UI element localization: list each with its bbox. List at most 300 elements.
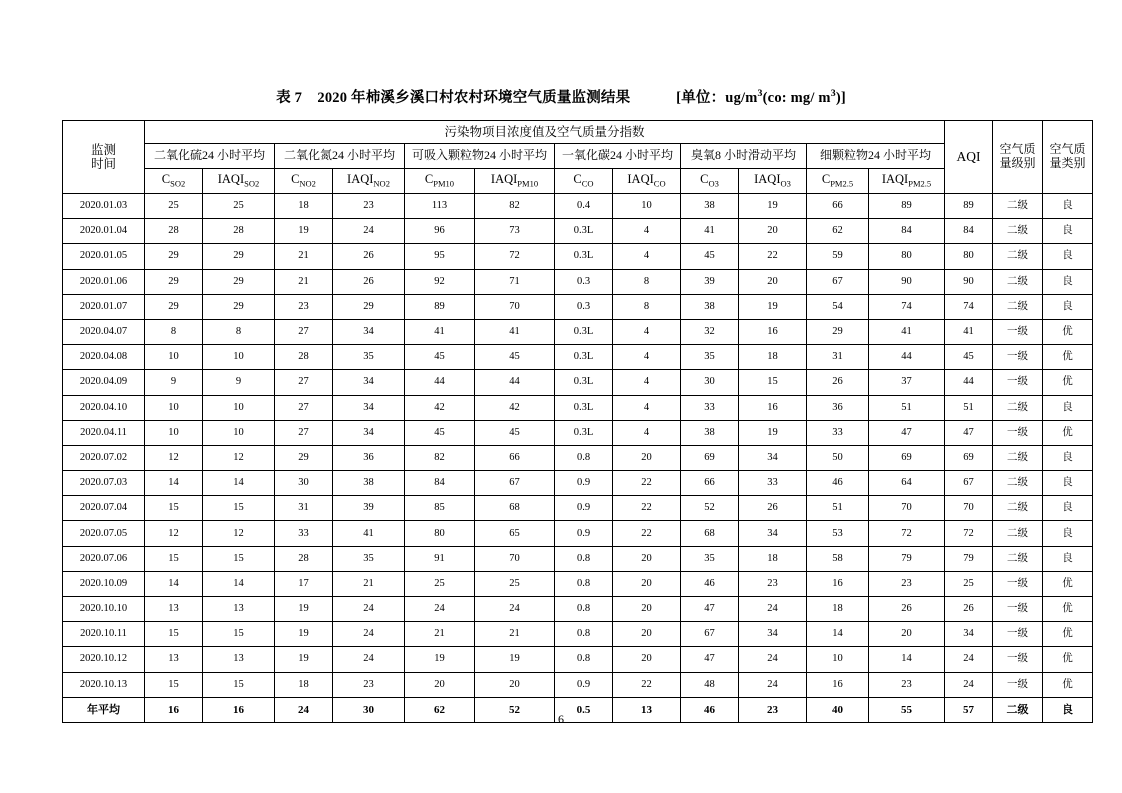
cell-value-1: 12: [145, 445, 203, 470]
cell-value-8: 8: [613, 294, 681, 319]
cell-date: 2020.10.13: [63, 672, 145, 697]
cell-aqi: 89: [945, 194, 993, 219]
cell-value-4: 35: [333, 546, 405, 571]
cell-grade: 一级: [993, 597, 1043, 622]
cell-value-1: 13: [145, 597, 203, 622]
cell-value-6: 45: [475, 420, 555, 445]
cell-value-12: 89: [869, 194, 945, 219]
header-pollutant-group: 污染物项目浓度值及空气质量分指数: [145, 121, 945, 144]
cell-aqi: 44: [945, 370, 993, 395]
cell-category: 优: [1043, 571, 1093, 596]
cell-value-3: 19: [275, 597, 333, 622]
cell-value-1: 9: [145, 370, 203, 395]
cell-value-8: 4: [613, 370, 681, 395]
cell-value-1: 15: [145, 496, 203, 521]
unit-suffix: )]: [835, 90, 846, 106]
cell-value-4: 41: [333, 521, 405, 546]
cell-value-8: 20: [613, 597, 681, 622]
cell-value-11: 46: [807, 471, 869, 496]
cell-grade: 一级: [993, 319, 1043, 344]
cell-value-5: 24: [405, 597, 475, 622]
table-row: [63, 420, 1093, 445]
cell-date: 2020.10.09: [63, 571, 145, 596]
cell-value-10: 24: [739, 672, 807, 697]
cell-grade: 二级: [993, 471, 1043, 496]
cell-aqi: 24: [945, 672, 993, 697]
cell-value-6: 68: [475, 496, 555, 521]
cell-grade: 一级: [993, 420, 1043, 445]
air-quality-table: [62, 120, 1093, 723]
cell-value-6: 65: [475, 521, 555, 546]
header-pollutant-4: 一氧化碳24 小时平均: [555, 144, 681, 169]
cell-value-3: 27: [275, 319, 333, 344]
cell-aqi: 69: [945, 445, 993, 470]
cell-value-5: 44: [405, 370, 475, 395]
cell-value-4: 39: [333, 496, 405, 521]
cell-value-2: 12: [203, 521, 275, 546]
cell-aqi: 79: [945, 546, 993, 571]
header-concentration-1: $C_{SO2}$: [145, 169, 203, 194]
header-concentration-5: $C_{O3}$: [681, 169, 739, 194]
cell-aqi: 80: [945, 244, 993, 269]
cell-aqi: 67: [945, 471, 993, 496]
cell-value-9: 39: [681, 269, 739, 294]
cell-date: 2020.07.03: [63, 471, 145, 496]
cell-value-5: 92: [405, 269, 475, 294]
cell-value-6: 82: [475, 194, 555, 219]
cell-value-8: 22: [613, 471, 681, 496]
cell-value-3: 33: [275, 521, 333, 546]
cell-category: 良: [1043, 471, 1093, 496]
cell-value-9: 38: [681, 420, 739, 445]
cell-value-11: 33: [807, 420, 869, 445]
header-concentration-2: $C_{NO2}$: [275, 169, 333, 194]
cell-value-3: 28: [275, 345, 333, 370]
cell-value-11: 18: [807, 597, 869, 622]
cell-grade: 二级: [993, 269, 1043, 294]
cell-value-4: 34: [333, 395, 405, 420]
cell-value-12: 80: [869, 244, 945, 269]
cell-date: 2020.01.06: [63, 269, 145, 294]
cell-value-4: 26: [333, 244, 405, 269]
cell-value-7: 0.3L: [555, 395, 613, 420]
cell-value-3: 30: [275, 471, 333, 496]
cell-value-10: 23: [739, 571, 807, 596]
cell-value-3: 28: [275, 546, 333, 571]
cell-value-5: 20: [405, 672, 475, 697]
cell-value-1: 28: [145, 219, 203, 244]
cell-value-9: 46: [681, 571, 739, 596]
cell-value-11: 51: [807, 496, 869, 521]
cell-grade: 二级: [993, 219, 1043, 244]
cell-aqi: 74: [945, 294, 993, 319]
cell-value-3: 18: [275, 194, 333, 219]
cell-value-2: 12: [203, 445, 275, 470]
cell-value-2: 16: [203, 697, 275, 722]
cell-value-4: 26: [333, 269, 405, 294]
cell-value-9: 48: [681, 672, 739, 697]
cell-value-5: 96: [405, 219, 475, 244]
cell-value-4: 24: [333, 647, 405, 672]
cell-value-10: 23: [739, 697, 807, 722]
cell-value-12: 41: [869, 319, 945, 344]
cell-grade: 二级: [993, 496, 1043, 521]
cell-value-2: 15: [203, 546, 275, 571]
cell-value-12: 79: [869, 546, 945, 571]
cell-value-3: 23: [275, 294, 333, 319]
cell-value-2: 28: [203, 219, 275, 244]
cell-value-11: 14: [807, 622, 869, 647]
cell-value-9: 38: [681, 194, 739, 219]
cell-value-2: 14: [203, 471, 275, 496]
cell-value-10: 16: [739, 319, 807, 344]
cell-category: 优: [1043, 370, 1093, 395]
cell-value-4: 23: [333, 672, 405, 697]
cell-aqi: 34: [945, 622, 993, 647]
table-row: [63, 294, 1093, 319]
cell-value-12: 69: [869, 445, 945, 470]
header-concentration-3: $C_{PM10}$: [405, 169, 475, 194]
cell-value-8: 4: [613, 244, 681, 269]
cell-grade: 二级: [993, 395, 1043, 420]
cell-value-9: 35: [681, 345, 739, 370]
cell-grade: 一级: [993, 672, 1043, 697]
cell-value-6: 66: [475, 445, 555, 470]
cell-value-4: 24: [333, 597, 405, 622]
cell-value-6: 73: [475, 219, 555, 244]
cell-category: 良: [1043, 521, 1093, 546]
cell-value-6: 19: [475, 647, 555, 672]
table-title: [0, 86, 1122, 107]
cell-category: 良: [1043, 294, 1093, 319]
cell-value-11: 36: [807, 395, 869, 420]
cell-value-5: 80: [405, 521, 475, 546]
cell-value-9: 47: [681, 647, 739, 672]
cell-value-6: 21: [475, 622, 555, 647]
cell-value-6: 45: [475, 345, 555, 370]
cell-value-12: 70: [869, 496, 945, 521]
cell-value-9: 45: [681, 244, 739, 269]
cell-grade: 二级: [993, 194, 1043, 219]
cell-value-11: 58: [807, 546, 869, 571]
header-concentration-4: $C_{CO}$: [555, 169, 613, 194]
cell-value-5: 21: [405, 622, 475, 647]
cell-value-10: 34: [739, 521, 807, 546]
cell-value-10: 34: [739, 445, 807, 470]
cell-value-11: 67: [807, 269, 869, 294]
cell-value-3: 27: [275, 395, 333, 420]
table-row: [63, 597, 1093, 622]
cell-value-6: 52: [475, 697, 555, 722]
cell-grade: 一级: [993, 370, 1043, 395]
cell-value-7: 0.9: [555, 496, 613, 521]
cell-value-7: 0.3L: [555, 370, 613, 395]
cell-category: 优: [1043, 345, 1093, 370]
table-row: [63, 672, 1093, 697]
cell-value-7: 0.8: [555, 597, 613, 622]
cell-value-5: 45: [405, 420, 475, 445]
cell-category: 良: [1043, 244, 1093, 269]
cell-value-12: 37: [869, 370, 945, 395]
cell-value-6: 70: [475, 546, 555, 571]
cell-value-5: 42: [405, 395, 475, 420]
cell-value-1: 15: [145, 622, 203, 647]
unit-superscript: 3: [757, 88, 763, 100]
cell-value-4: 35: [333, 345, 405, 370]
cell-value-3: 29: [275, 445, 333, 470]
cell-value-1: 29: [145, 294, 203, 319]
cell-value-6: 71: [475, 269, 555, 294]
cell-aqi: 57: [945, 697, 993, 722]
cell-value-1: 10: [145, 420, 203, 445]
header-iaqi-2: $IAQI_{NO2}$: [333, 169, 405, 194]
cell-value-10: 16: [739, 395, 807, 420]
cell-date: 2020.07.05: [63, 521, 145, 546]
cell-date: 2020.04.07: [63, 319, 145, 344]
cell-value-9: 32: [681, 319, 739, 344]
cell-value-9: 38: [681, 294, 739, 319]
cell-category: 优: [1043, 319, 1093, 344]
cell-value-1: 14: [145, 571, 203, 596]
cell-aqi: 47: [945, 420, 993, 445]
cell-value-12: 23: [869, 672, 945, 697]
cell-value-1: 25: [145, 194, 203, 219]
cell-date: 2020.01.03: [63, 194, 145, 219]
header-pollutant-5: 臭氧8 小时滑动平均: [681, 144, 807, 169]
cell-value-6: 25: [475, 571, 555, 596]
cell-value-3: 27: [275, 370, 333, 395]
cell-value-2: 14: [203, 571, 275, 596]
cell-category: 优: [1043, 622, 1093, 647]
cell-value-10: 15: [739, 370, 807, 395]
cell-date: 2020.07.04: [63, 496, 145, 521]
cell-value-9: 66: [681, 471, 739, 496]
cell-aqi: 72: [945, 521, 993, 546]
cell-value-7: 0.3L: [555, 420, 613, 445]
cell-value-11: 50: [807, 445, 869, 470]
cell-value-12: 90: [869, 269, 945, 294]
cell-aqi: 84: [945, 219, 993, 244]
cell-value-8: 4: [613, 319, 681, 344]
cell-value-11: 54: [807, 294, 869, 319]
cell-aqi: 70: [945, 496, 993, 521]
cell-date: 年平均: [63, 697, 145, 722]
cell-value-2: 29: [203, 294, 275, 319]
cell-category: 优: [1043, 672, 1093, 697]
cell-value-2: 25: [203, 194, 275, 219]
cell-value-4: 34: [333, 319, 405, 344]
cell-value-4: 23: [333, 194, 405, 219]
cell-value-7: 0.9: [555, 672, 613, 697]
cell-value-2: 29: [203, 269, 275, 294]
cell-value-7: 0.8: [555, 445, 613, 470]
cell-category: 良: [1043, 546, 1093, 571]
cell-value-12: 23: [869, 571, 945, 596]
cell-value-5: 113: [405, 194, 475, 219]
cell-date: 2020.04.11: [63, 420, 145, 445]
cell-value-7: 0.3L: [555, 319, 613, 344]
cell-aqi: 90: [945, 269, 993, 294]
cell-value-6: 24: [475, 597, 555, 622]
cell-value-10: 24: [739, 597, 807, 622]
cell-value-10: 26: [739, 496, 807, 521]
cell-value-7: 0.8: [555, 622, 613, 647]
cell-value-1: 13: [145, 647, 203, 672]
table-row: [63, 571, 1093, 596]
cell-value-10: 19: [739, 194, 807, 219]
table-row: [63, 319, 1093, 344]
cell-value-7: 0.3: [555, 269, 613, 294]
header-iaqi-4: $IAQI_{CO}$: [613, 169, 681, 194]
header-category-line1: 空气质: [1049, 142, 1086, 157]
table-row: [63, 219, 1093, 244]
cell-value-10: 24: [739, 647, 807, 672]
cell-date: 2020.10.11: [63, 622, 145, 647]
cell-value-10: 18: [739, 546, 807, 571]
cell-value-10: 20: [739, 269, 807, 294]
cell-value-8: 22: [613, 672, 681, 697]
table-row: [63, 546, 1093, 571]
header-iaqi-5: $IAQI_{O3}$: [739, 169, 807, 194]
cell-value-7: 0.3L: [555, 345, 613, 370]
cell-value-3: 31: [275, 496, 333, 521]
cell-category: 良: [1043, 697, 1093, 722]
cell-value-9: 47: [681, 597, 739, 622]
cell-date: 2020.01.07: [63, 294, 145, 319]
cell-value-5: 62: [405, 697, 475, 722]
cell-value-1: 29: [145, 269, 203, 294]
cell-value-12: 14: [869, 647, 945, 672]
cell-value-7: 0.3L: [555, 244, 613, 269]
cell-value-8: 4: [613, 395, 681, 420]
header-grade-line2: 量级别: [999, 156, 1036, 170]
cell-value-12: 64: [869, 471, 945, 496]
cell-value-2: 15: [203, 496, 275, 521]
unit-prefix: [单位：ug/m: [676, 90, 758, 106]
cell-date: 2020.01.05: [63, 244, 145, 269]
cell-value-2: 10: [203, 395, 275, 420]
cell-value-7: 0.8: [555, 647, 613, 672]
cell-value-1: 8: [145, 319, 203, 344]
cell-value-11: 10: [807, 647, 869, 672]
cell-value-4: 34: [333, 420, 405, 445]
cell-date: 2020.07.02: [63, 445, 145, 470]
cell-aqi: 25: [945, 571, 993, 596]
cell-value-11: 31: [807, 345, 869, 370]
cell-category: 良: [1043, 219, 1093, 244]
cell-value-8: 22: [613, 521, 681, 546]
cell-value-2: 15: [203, 672, 275, 697]
header-iaqi-6: $IAQI_{PM2.5}$: [869, 169, 945, 194]
cell-value-12: 84: [869, 219, 945, 244]
cell-value-6: 72: [475, 244, 555, 269]
cell-value-6: 44: [475, 370, 555, 395]
cell-value-9: 67: [681, 622, 739, 647]
cell-category: 良: [1043, 395, 1093, 420]
unit-superscript-2: 3: [830, 88, 836, 100]
cell-value-9: 52: [681, 496, 739, 521]
cell-value-6: 20: [475, 672, 555, 697]
cell-value-2: 9: [203, 370, 275, 395]
cell-value-4: 30: [333, 697, 405, 722]
cell-date: 2020.01.04: [63, 219, 145, 244]
cell-value-1: 10: [145, 345, 203, 370]
cell-category: 良: [1043, 496, 1093, 521]
cell-value-1: 16: [145, 697, 203, 722]
cell-value-2: 15: [203, 622, 275, 647]
cell-value-2: 10: [203, 420, 275, 445]
header-air-quality-category: [1043, 121, 1093, 194]
cell-value-2: 10: [203, 345, 275, 370]
cell-value-7: 0.8: [555, 571, 613, 596]
cell-grade: 二级: [993, 546, 1043, 571]
header-pollutant-3: 可吸入颗粒物24 小时平均: [405, 144, 555, 169]
cell-value-5: 45: [405, 345, 475, 370]
cell-value-8: 20: [613, 445, 681, 470]
cell-value-8: 20: [613, 647, 681, 672]
cell-value-4: 34: [333, 370, 405, 395]
table-row: [63, 521, 1093, 546]
cell-value-8: 20: [613, 622, 681, 647]
cell-category: 优: [1043, 647, 1093, 672]
cell-value-11: 62: [807, 219, 869, 244]
cell-date: 2020.04.10: [63, 395, 145, 420]
cell-value-10: 33: [739, 471, 807, 496]
cell-aqi: 45: [945, 345, 993, 370]
cell-value-5: 85: [405, 496, 475, 521]
cell-value-10: 18: [739, 345, 807, 370]
cell-value-3: 27: [275, 420, 333, 445]
cell-value-11: 40: [807, 697, 869, 722]
table-row: [63, 269, 1093, 294]
cell-value-7: 0.3L: [555, 219, 613, 244]
table-row: [63, 370, 1093, 395]
cell-value-4: 21: [333, 571, 405, 596]
header-iaqi-1: $IAQI_{SO2}$: [203, 169, 275, 194]
cell-value-5: 19: [405, 647, 475, 672]
cell-value-7: 0.8: [555, 546, 613, 571]
cell-value-4: 24: [333, 219, 405, 244]
cell-date: 2020.10.12: [63, 647, 145, 672]
cell-value-10: 34: [739, 622, 807, 647]
header-monitor-time: [63, 121, 145, 194]
cell-value-3: 24: [275, 697, 333, 722]
cell-date: 2020.10.10: [63, 597, 145, 622]
cell-value-3: 21: [275, 269, 333, 294]
header-pollutant-6: 细颗粒物24 小时平均: [807, 144, 945, 169]
cell-grade: 二级: [993, 294, 1043, 319]
cell-grade: 二级: [993, 521, 1043, 546]
cell-date: 2020.04.08: [63, 345, 145, 370]
cell-value-2: 13: [203, 597, 275, 622]
cell-value-7: 0.9: [555, 471, 613, 496]
header-iaqi-3: $IAQI_{PM10}$: [475, 169, 555, 194]
cell-value-6: 67: [475, 471, 555, 496]
cell-value-9: 69: [681, 445, 739, 470]
cell-value-11: 26: [807, 370, 869, 395]
header-grade-line1: 空气质: [999, 142, 1036, 157]
cell-value-3: 19: [275, 219, 333, 244]
cell-value-12: 51: [869, 395, 945, 420]
cell-value-6: 41: [475, 319, 555, 344]
cell-grade: 一级: [993, 622, 1043, 647]
table-title-label: 表 7: [276, 90, 303, 106]
unit-middle: (co: mg/ m: [762, 90, 831, 106]
cell-value-7: 0.9: [555, 521, 613, 546]
table-row: [63, 471, 1093, 496]
cell-value-10: 19: [739, 420, 807, 445]
cell-value-3: 19: [275, 622, 333, 647]
